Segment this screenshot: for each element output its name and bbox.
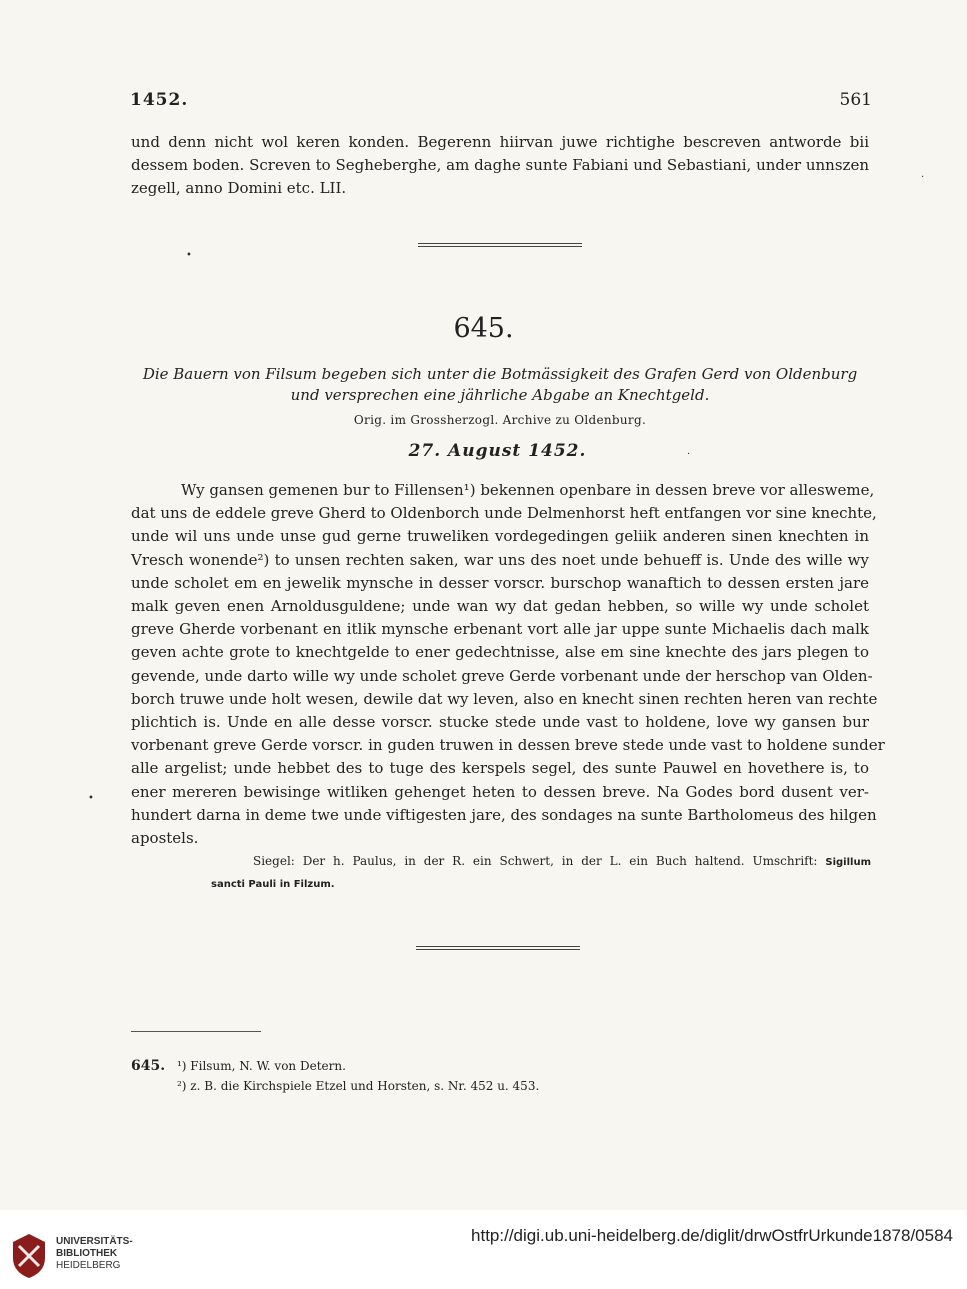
permalink-url[interactable]: http://digi.ub.uni-heidelberg.de/diglit/drwOstfrUrkunde1878/0584 xyxy=(471,1226,953,1245)
logo-line-3: HEIDELBERG xyxy=(56,1260,121,1271)
page-number: 561 xyxy=(839,90,872,110)
running-head-year: 1452. xyxy=(130,90,189,110)
body-line: unde scholet em en jewelik mynsche in desser vorscr. burschop wanaftich to dessen ersten jare xyxy=(131,573,869,592)
body-line: plichtich is. Unde en alle desse vorscr. stucke stede unde vast to holdene, love wy gansen bur xyxy=(131,713,869,732)
document-source: Orig. im Grossherzogl. Archive zu Oldenburg. xyxy=(353,413,647,427)
intro-line: und denn nicht wol keren konden. Begerenn hiirvan juwe richtighe bescreven antworde bii xyxy=(131,133,869,151)
body-line: Vresch wonende²) to unsen rechten saken, war uns des noet unde behueff is. Unde des wille wy xyxy=(131,550,869,569)
body-line: vorbenant greve Gerde vorscr. in guden truwen in dessen breve stede unde vast to holdene sunder xyxy=(131,736,885,755)
speck: • xyxy=(88,793,94,804)
intro-paragraph xyxy=(131,131,869,201)
footnote-1: ¹) Filsum, N. W. von Detern. xyxy=(177,1059,346,1073)
body-line: apostels. xyxy=(131,829,199,848)
seal-line-1 xyxy=(211,851,871,873)
speck: · xyxy=(921,172,925,183)
speck: • xyxy=(186,250,192,261)
body-line: ener mereren bewisinge witliken gehenget heten to dessen breve. Na Godes bord dusent ver- xyxy=(131,782,869,801)
seal-inscription-2: sancti Pauli in Filzum. xyxy=(211,879,335,890)
library-logo-text xyxy=(56,1236,133,1272)
body-line: gevende, unde darto wille wy unde scholet greve Gerde vorbenant unde der herschop van Olden- xyxy=(131,666,873,685)
body-line: unde wil uns unde unse gud gerne truweliken vordegedingen geliik anderen sinen knechten in xyxy=(131,527,869,546)
footer-bar xyxy=(0,1210,967,1289)
seal-description xyxy=(211,851,871,895)
intro-line: zegell, anno Domini etc. LII. xyxy=(131,179,347,198)
speck: · xyxy=(687,449,691,460)
document-date: 27. August 1452. xyxy=(408,441,587,461)
university-seal-icon xyxy=(10,1232,48,1280)
footnote-rule xyxy=(131,1031,261,1032)
seal-line-2 xyxy=(211,873,871,895)
document-body xyxy=(131,479,885,850)
section-divider-double xyxy=(416,949,580,950)
seal-text: Siegel: Der h. Paulus, in der R. ein Schwert, in der L. ein Buch haltend. Umschrift: xyxy=(253,854,818,868)
section-divider-double xyxy=(418,246,582,247)
footnote-2: ²) z. B. die Kirchspiele Etzel und Horsten, s. Nr. 452 u. 453. xyxy=(177,1079,540,1093)
body-line: hundert darna in deme twe unde viftigesten jare, des sondages na sunte Bartholomeus des hilgen xyxy=(131,805,877,824)
footnotes xyxy=(131,1056,539,1096)
section-divider xyxy=(418,243,582,244)
body-line: geven achte grote to knechtgelde to ener gedechtnisse, alse em sine knechte des jars plegen to xyxy=(131,643,869,662)
body-line: borch truwe unde holt wesen, dewile dat wy leven, also en knecht sinen rechten heren van rechte xyxy=(131,689,878,708)
logo-line-2: BIBLIOTHEK xyxy=(56,1248,118,1259)
document-number: 645. xyxy=(453,313,514,344)
body-line: alle argelist; unde hebbet des to tuge des kerspels segel, des sunte Pauwel en hovethere is, to xyxy=(131,759,869,778)
body-line: dat uns de eddele greve Gherd to Oldenborch unde Delmenhorst heft entfangen vor sine knechte, xyxy=(131,504,877,523)
section-divider xyxy=(416,946,580,947)
body-line: malk geven enen Arnoldusguldene; unde wan wy dat gedan hebben, so wille wy unde scholet xyxy=(131,597,869,616)
body-line: greve Gherde vorbenant en itlik mynsche erbenant vort alle jar uppe sunte Michaelis dach malk xyxy=(131,620,869,639)
intro-line: dessem boden. Screven to Segheberghe, am daghe sunte Fabiani und Sebastiani, under unnszen xyxy=(131,156,869,175)
footnote-doc-number: 645. xyxy=(131,1058,166,1074)
logo-line-1: UNIVERSITÄTS- xyxy=(56,1236,133,1247)
document-summary: Die Bauern von Filsum begeben sich unter die Botmässigkeit des Grafen Gerd von Oldenburg und versprechen eine jährliche Abgabe an Knechtgeld. xyxy=(142,365,858,404)
body-line: Wy gansen gemenen bur to Fillensen¹) bekennen openbare in dessen breve vor allesweme, xyxy=(181,481,875,499)
seal-inscription-1: Sigillum xyxy=(825,857,871,868)
